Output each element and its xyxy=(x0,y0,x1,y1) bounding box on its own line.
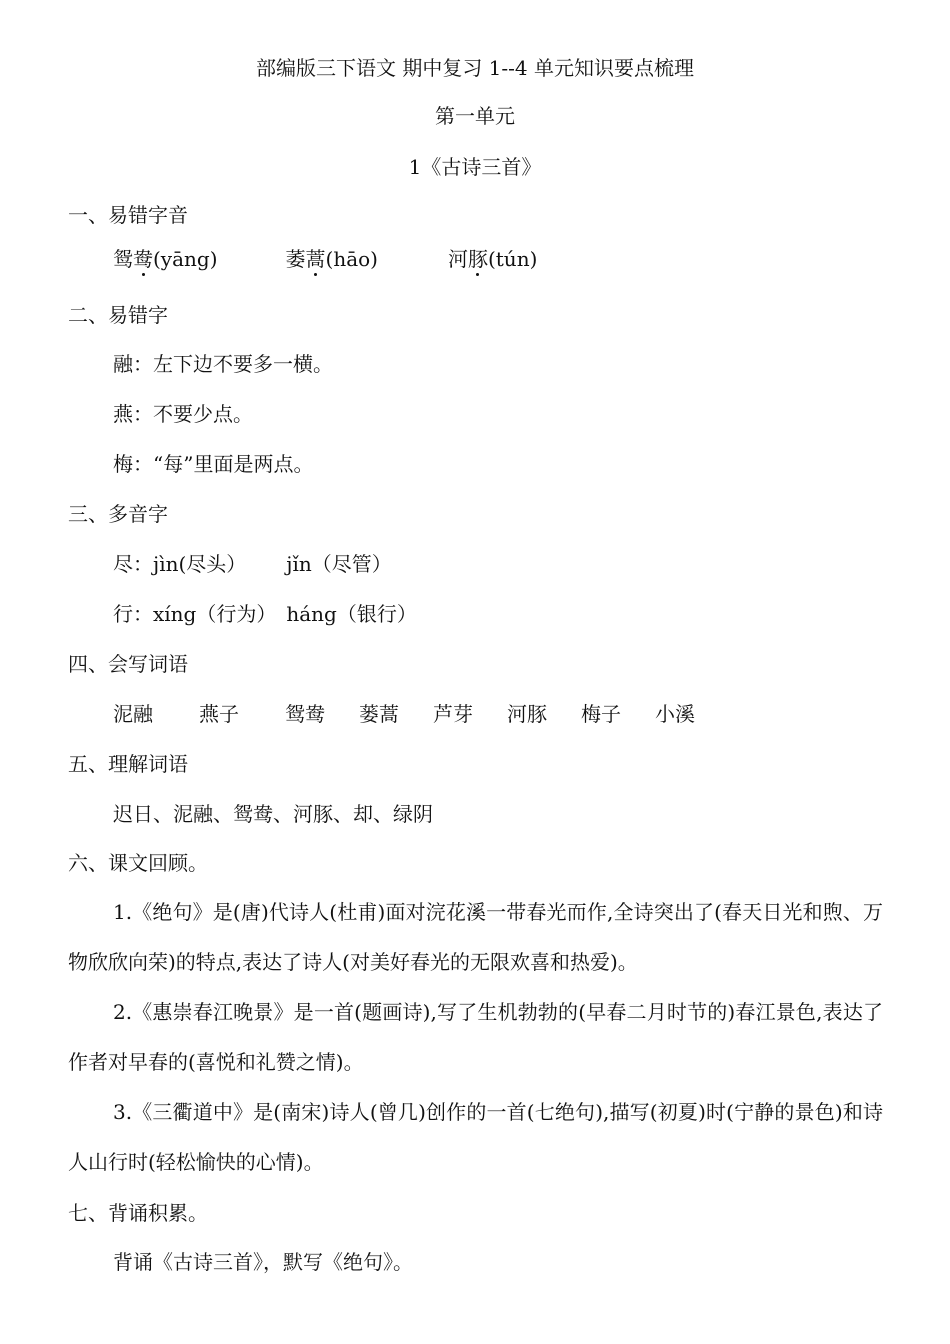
pron-item-1: 鸳鸯(yāng) xyxy=(113,247,218,271)
word-item: 鸳鸯 xyxy=(285,702,325,726)
document-title: 部编版三下语文 期中复习 1--4 单元知识要点梳理 xyxy=(255,56,695,80)
vocab-line: 迟日、泥融、鸳鸯、河豚、却、绿阴 xyxy=(113,802,433,826)
word-item: 河豚 xyxy=(507,702,547,726)
section-6-heading: 六、课文回顾。 xyxy=(68,851,208,875)
pron-item-3: 河豚(tún) xyxy=(447,247,538,271)
emphasis-dot: 鸯 xyxy=(133,247,153,271)
polyphone-row-1: 尽：jìn(尽头） jǐn（尽管） xyxy=(113,552,392,576)
typo-note-3: 梅：“每”里面是两点。 xyxy=(113,452,314,476)
word-item: 蒌蒿 xyxy=(359,702,399,726)
word-list xyxy=(113,700,695,728)
emphasis-dot: 豚 xyxy=(467,247,488,271)
word-item: 小溪 xyxy=(655,702,695,726)
pronunciation-row xyxy=(113,245,537,273)
typo-note-1: 融：左下边不要多一横。 xyxy=(113,352,333,376)
review-paragraph-3: 3.《三衢道中》是(南宋)诗人(曾几)创作的一首(七绝句),描写(初夏)时(宁静的景色)和诗人山行时(轻松愉快的心情)。 xyxy=(68,1100,883,1174)
section-3-heading: 三、多音字 xyxy=(68,502,168,526)
review-paragraph-1: 1.《绝句》是(唐)代诗人(杜甫)面对浣花溪一带春光而作,全诗突出了(春天日光和煦、万物欣欣向荣)的特点,表达了诗人(对美好春光的无限欢喜和热爱)。 xyxy=(68,900,883,974)
section-2-heading: 二、易错字 xyxy=(68,303,168,327)
emphasis-dot: 蒿 xyxy=(305,247,326,271)
section-7-heading: 七、背诵积累。 xyxy=(68,1201,208,1225)
word-item: 芦芽 xyxy=(433,702,473,726)
typo-note-2: 燕：不要少点。 xyxy=(113,402,253,426)
review-paragraphs xyxy=(68,887,883,1187)
recite-line: 背诵《古诗三首》，默写《绝句》。 xyxy=(113,1250,413,1274)
pron-item-2: 萎蒿(hāo) xyxy=(285,247,378,271)
section-1-heading: 一、易错字音 xyxy=(68,203,188,227)
review-paragraph-2: 2.《惠崇春江晚景》是一首(题画诗),写了生机勃勃的(早春二月时节的)春江景色,表达了作者对早春的(喜悦和礼赞之情)。 xyxy=(68,1000,883,1074)
polyphone-row-2: 行：xíng（行为） háng（银行） xyxy=(113,602,417,626)
word-item: 梅子 xyxy=(581,702,621,726)
lesson-heading: 1《古诗三首》 xyxy=(408,155,542,179)
section-4-heading: 四、会写词语 xyxy=(68,652,188,676)
unit-heading: 第一单元 xyxy=(435,104,515,128)
word-item: 泥融 xyxy=(113,702,153,726)
word-item: 燕子 xyxy=(199,702,239,726)
section-5-heading: 五、理解词语 xyxy=(68,752,188,776)
